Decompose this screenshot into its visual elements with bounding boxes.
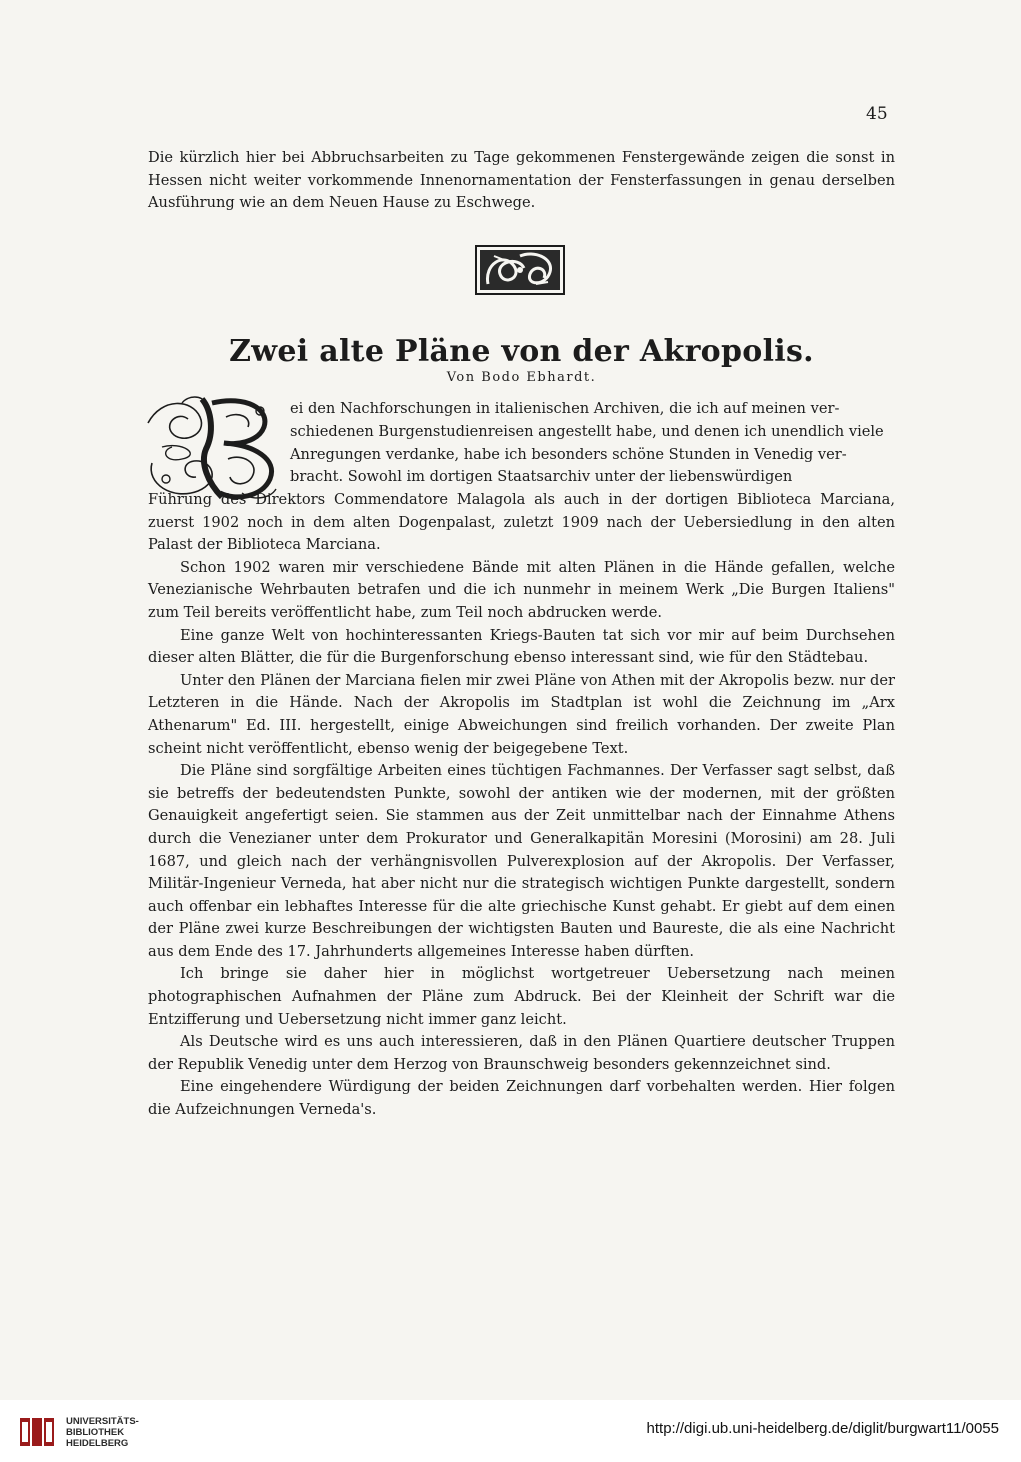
intro-paragraph: [148, 147, 895, 215]
digitization-footer: [0, 1400, 1021, 1462]
library-line: BIBLIOTHEK: [66, 1427, 125, 1438]
article-body: [148, 489, 895, 1122]
library-logo-icon: [18, 1412, 58, 1452]
text-line: schiedenen Burgenstudienreisen angestellt habe, und denen ich unendlich viele: [290, 422, 884, 440]
library-line: UNIVERSITÄTS-: [66, 1416, 139, 1427]
text-line: Anregungen verdanke, habe ich besonders schöne Stunden in Venedig ver-: [290, 445, 847, 463]
page-number: 45: [866, 104, 888, 124]
first-paragraph-opening: [290, 398, 895, 489]
source-url-link[interactable]: http://digi.ub.uni-heidelberg.de/diglit/burgwart11/0055: [646, 1420, 999, 1437]
library-name: [66, 1416, 139, 1449]
paragraph: Eine eingehendere Würdigung der beiden Zeichnungen darf vorbehalten werden. Hier folgen die Aufzeichnungen Verneda's.: [148, 1078, 895, 1119]
text-line: ei den Nachforschungen in italienischen Archiven, die ich auf meinen ver-: [290, 400, 840, 417]
paragraph: Schon 1902 waren mir verschiedene Bände mit alten Plänen in die Hände gefallen, welche Venezianische Wehrbauten betrafen und die ich nunmehr in meinem Werk „Die Burgen Italiens" zum Teil bereits veröffentlicht habe, zum Teil noch abdrucken werde.: [148, 558, 895, 621]
paragraph: Die Pläne sind sorgfältige Arbeiten eines tüchtigen Fachmannes. Der Verfasser sagt selbst, daß sie betreffs der bedeutendsten Punkte, sowohl der antiken wie der modernen, mit der größten Genauigkeit angefertigt seien. Sie stammen aus der Zeit unmittelbar nach der Einnahme Athens durch die Venezianer unter dem Prokurator und Generalkapitän Moresini (Morosini) am 28. Juli 1687, und gleich nach der verhängnisvollen Pulverexplosion auf der Akropolis. Der Verfasser, Militär-Ingenieur Verneda, hat aber nicht nur die strategisch wichtigen Punkte dargestellt, sondern auch offenbar ein lebhaftes Interesse für die alte griechische Kunst gehabt. Er giebt auf dem einen der Pläne zwei kurze Beschreibungen der wichtigsten Bauten und Baureste, die als eine Nachricht aus dem Ende des 17. Jahrhunderts allgemeines Interesse haben dürften.: [148, 762, 895, 960]
paragraph: Führung des Direktors Commendatore Malagola als auch in der dortigen Biblioteca Marciana, zuerst 1902 noch in dem alten Dogenpalast, zuletzt 1909 nach der Uebersiedlung in den alten Palast der Biblioteca Marciana.: [148, 491, 895, 554]
paragraph: Ich bringe sie daher hier in möglichst wortgetreuer Uebersetzung nach meinen photographischen Aufnahmen der Pläne zum Abdruck. Bei der Kleinheit der Schrift war die Entzifferung und Uebersetzung nicht immer ganz leicht.: [148, 965, 895, 1028]
library-line: HEIDELBERG: [66, 1438, 129, 1449]
text-line: bracht. Sowohl im dortigen Staatsarchiv unter der liebenswürdigen: [290, 468, 793, 486]
ornament-vignette: [474, 244, 566, 296]
article-byline: Von Bodo Ebhardt.: [446, 370, 597, 385]
intro-text: Die kürzlich hier bei Abbruchsarbeiten zu Tage gekommenen Fenstergewände zeigen die sonst in Hessen nicht weiter vorkommende Innenornamentation der Fensterfassungen in genau derselben Ausführung wie an dem Neuen Hause zu Eschwege.: [148, 149, 895, 212]
paragraph: Unter den Plänen der Marciana fielen mir zwei Pläne von Athen mit der Akropolis bezw. nur der Letzteren in die Hände. Nach der Akropolis im Stadtplan ist wohl die Zeichnung im „Arx Athenarum" Ed. III. hergestellt, einige Abweichungen sind freilich vorhanden. Der zweite Plan scheint nicht veröffentlicht, ebenso wenig der beigegebene Text.: [148, 671, 895, 757]
paragraph: Als Deutsche wird es uns auch interessieren, daß in den Plänen Quartiere deutscher Truppen der Republik Venedig unter dem Herzog von Braunschweig besonders gekennzeichnet sind.: [148, 1033, 895, 1073]
article-title: Zwei alte Pläne von der Akropolis.: [229, 334, 814, 369]
paragraph: Eine ganze Welt von hochinteressanten Kriegs-Bauten tat sich vor mir auf beim Durchsehen dieser alten Blätter, die für die Burgenforschung ebenso interessant sind, wie für den Städtebau.: [148, 626, 895, 667]
